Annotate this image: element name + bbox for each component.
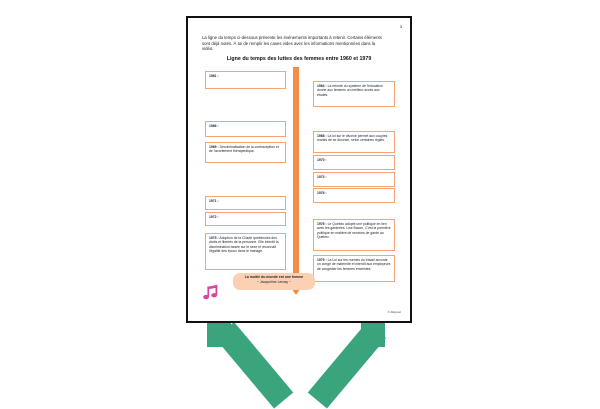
timeline-box-left[interactable]: 1972 : [205, 212, 286, 226]
timeline-box-left: 1969 : Décriminalisation de la contraception et de l'avortement thérapeutique. [205, 142, 286, 163]
music-note-icon [202, 284, 220, 302]
timeline-box-right: 1968 : La loi sur le divorce permet aux couples mariés de se divorcer, selon certaines règles. [313, 131, 395, 153]
timeline-box-right: 1964 : La refonte du système de l'éducation donne aux femmes un meilleur accès aux études. [313, 81, 395, 107]
left-forearm [215, 322, 293, 409]
timeline-box-left[interactable]: 1971 : [205, 196, 286, 210]
timeline-box-left[interactable]: 1961 : [205, 71, 286, 89]
quote-author: ~ Jacqueline Lemay ~ [256, 280, 292, 284]
worksheet-page [186, 16, 412, 323]
timeline-box-right[interactable]: 1976 : [313, 188, 395, 203]
timeline-box-right: 1979 : La Loi sur les normes du travail accorde un congé de maternité et interdit aux employeurs de congédier les femmes enceintes. [313, 255, 395, 282]
timeline-box-left: 1975 : Adoption de la Charte québécoise des droits et libertés de la personne. Elle interdit la discrimination basée sur le sexe et reconnaît l'égalité des époux dans le mariage. [205, 233, 286, 270]
timeline-title: Ligne du temps des luttes des femmes entre 1960 et 1979 [226, 56, 372, 62]
timeline-box-right[interactable]: 1970 : [313, 155, 395, 170]
quote-bubble [233, 273, 315, 290]
timeline-box-right[interactable]: 1973 : [313, 172, 395, 187]
timeline-box-right: 1976 : Le Québec adopte une politique en lien avec les garderies. Lise Bacon, C'est la première politique en matière de services de garde au Québec. [313, 219, 395, 251]
intro-text: La ligne du temps ci-dessous présente les événements importants à retenir. Certains éléments sont déjà notés. À toi de remplir les cases vides avec les informations mentionnées dans la vidéo. [202, 35, 382, 52]
timeline-box-left[interactable]: 1966 : [205, 121, 286, 137]
copyright-credit: © Allopcet [387, 310, 401, 314]
quote-text: La moitié du monde est une femme [244, 275, 304, 279]
right-forearm [308, 322, 386, 409]
timeline-axis [293, 67, 299, 282]
page-number: 3 [399, 24, 402, 29]
